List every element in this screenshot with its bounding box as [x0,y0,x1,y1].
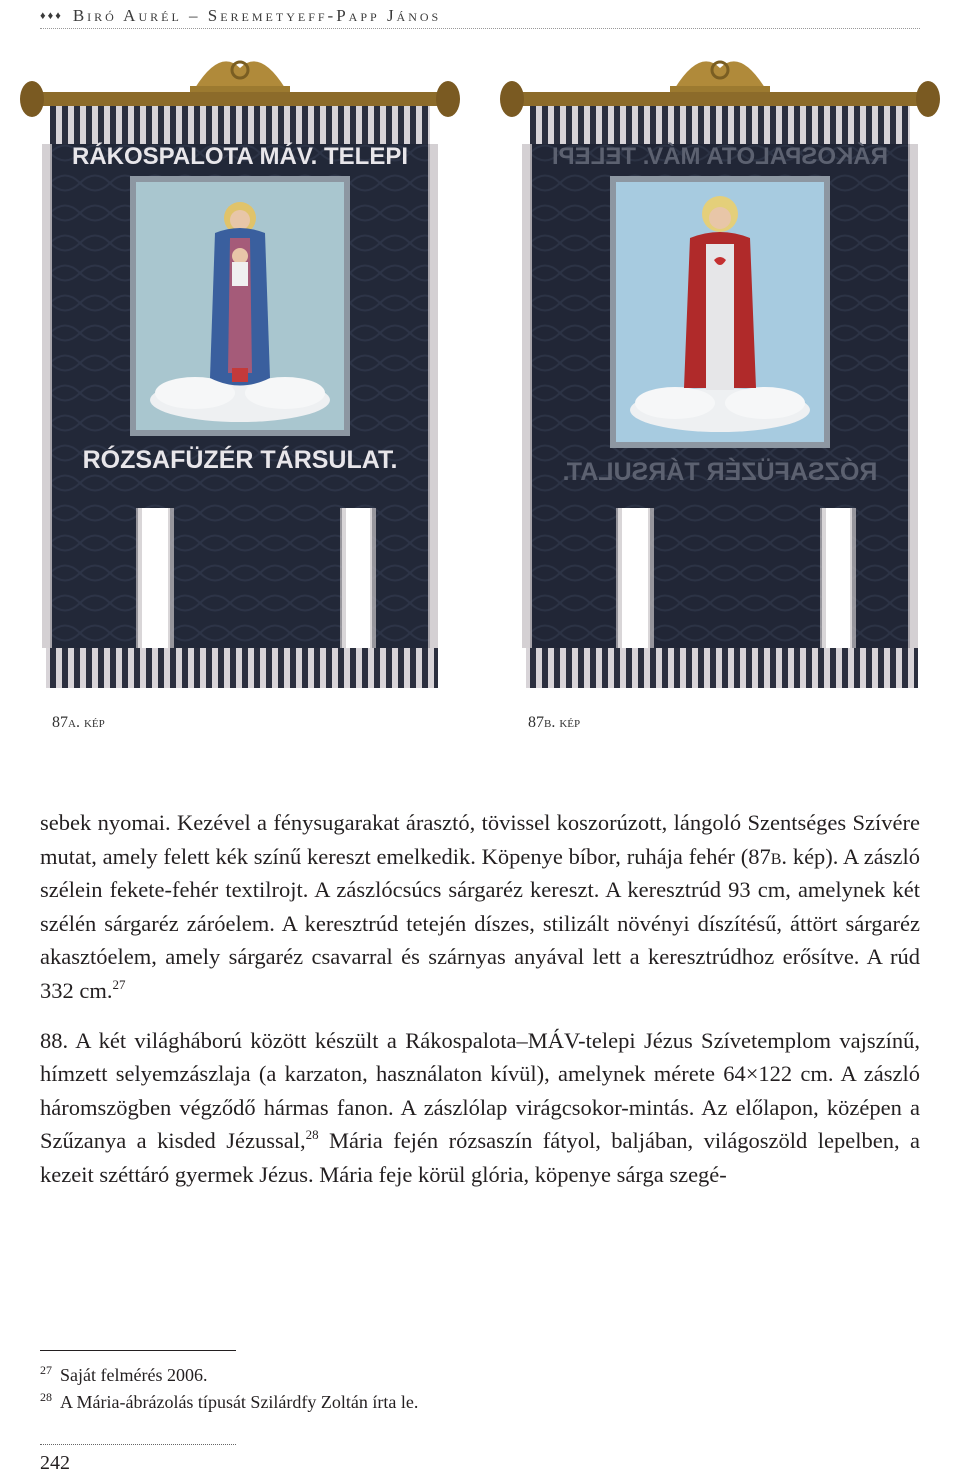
body-text [40,806,920,1192]
mirrored-top-inscription: RÁKOSPALOTA MÁV. TELEPI [551,143,889,170]
paragraph-1: sebek nyomai. Kezével a fénysugarakat árasztó, tövissel koszorúzott, lángoló Szentséges Szívére mutat, amely felett kék színű kereszt emelkedik. Köpenye bíbor, ruhája fehér (87b. kép). A zászló szélein fekete-fehér textilrojt. A zászlócsúcs sárgaréz kereszt. A keresztrúd 93 cm, amelynek két szélén sárgaréz záróelem. A keresztrúd tetején díszes, stilizált növényi díszítésű, áttört sárgaréz akasztóelem, amely sárgaréz csavarral és szárnyas anyával lett a keresztrúdhoz erősítve. A rúd 332 cm.$^{27}$ [40,810,920,1003]
figure-caption-87b: 87b. kép [528,714,581,731]
banner-bottom-inscription: RÓZSAFÜZÉR TÁRSULAT. [82,446,398,474]
footnote-27: $^{27}$ Saját felmérés 2006. [40,1363,208,1385]
crossbar-rod [510,92,930,106]
footnote-ref-28: 28 [305,1127,319,1143]
figure-caption-87a: 87a. kép [52,714,105,731]
running-title: Biró Aurél – Seremetyeff-Papp János [72,6,442,25]
footnotes [40,1362,920,1416]
ornament-diamonds-icon: ♦♦♦ [40,10,63,22]
page-number: 242 [40,1452,70,1474]
footnote-ref-27: 27 [112,976,126,992]
footnote-rule [40,1350,236,1351]
running-header [40,6,920,28]
footnote-28: $^{28}$ A Mária-ábrázolás típusát Szilárdfy Zoltán írta le. [40,1390,419,1412]
brass-crest-icon [195,61,285,88]
brass-crest-icon [675,61,765,88]
page-number-rule [40,1444,236,1445]
figure-87a-banner [20,48,460,708]
figure-87b-banner [500,48,940,708]
mirrored-bottom-inscription: RÓZSAFÜZÉR TÁRSULAT. [562,458,878,486]
paragraph-2: 88. A két világháború között készült a Rákospalota–MÁV-telepi Jézus Szívetemplom vajszínű, hímzett selyemzászlaja (a karzaton, használaton kívül), amelynek mérete 64×122 cm. A zászló háromszögben végződő hármas fanon. A zászlólap virágcsokor-mintás. Az előlapon, középen a Szűzanya a kisded Jézussal,$^{28}$ Mária fején rózsaszín fátyol, baljában, világoszöld lepelben, a kezeit széttáró gyermek Jézus. Mária feje körül glória, köpenye sárga szegé- [40,1027,920,1187]
banner-87b-image [500,48,940,708]
banner-top-inscription: RÁKOSPALOTA MÁV. TELEPI [71,143,409,170]
header-rule [40,28,920,29]
crossbar-rod [30,92,450,106]
banner-87a-image [20,48,460,708]
